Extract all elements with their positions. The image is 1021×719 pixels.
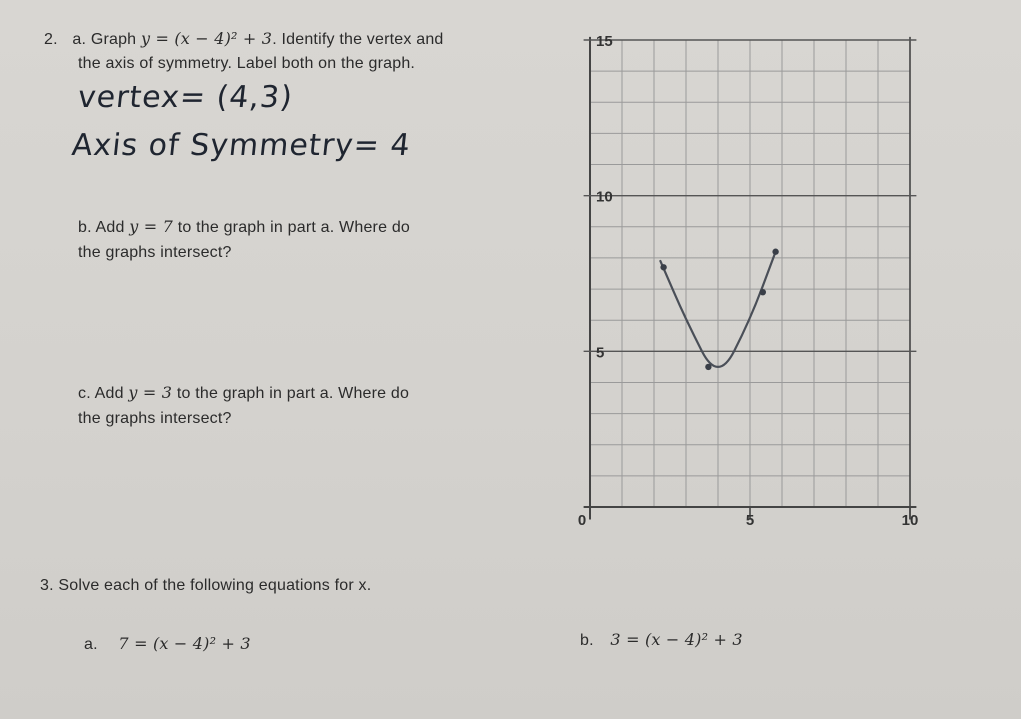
problem-3a bbox=[84, 634, 251, 654]
problem-2-line-1 bbox=[44, 29, 444, 49]
part-c-label: c. bbox=[78, 385, 91, 402]
part-a-equation: y = (x − 4)² + 3 bbox=[140, 29, 273, 48]
part-c-text-pre: Add bbox=[94, 385, 124, 402]
problem-2-number: 2. bbox=[44, 31, 58, 48]
part-c-equation: y = 3 bbox=[128, 383, 173, 402]
part-c-text-post: to the graph in part a. Where do bbox=[176, 385, 410, 402]
quadratic-graph bbox=[560, 10, 930, 540]
x-tick-label: 0 bbox=[577, 512, 587, 529]
x-tick-label: 5 bbox=[745, 512, 755, 529]
graph-grid bbox=[590, 40, 910, 507]
part-b-line-1 bbox=[78, 217, 410, 237]
x-tick-label: 10 bbox=[901, 512, 919, 529]
problem-3b-label: b. bbox=[580, 632, 594, 649]
handwritten-vertex: vertex= (4,3) bbox=[76, 80, 295, 115]
plotted-point bbox=[772, 249, 778, 255]
problem-3b bbox=[580, 630, 743, 650]
problem-3b-equation: 3 = (x − 4)² + 3 bbox=[610, 630, 743, 649]
part-a-label: a. bbox=[72, 31, 87, 48]
problem-3a-equation: 7 = (x − 4)² + 3 bbox=[118, 634, 251, 653]
problem-3-heading: 3. Solve each of the following equations for x. bbox=[40, 577, 372, 594]
part-a-line-2: the axis of symmetry. Label both on the graph. bbox=[78, 55, 416, 72]
y-tick-label: 5 bbox=[596, 344, 605, 362]
part-c-line-1 bbox=[78, 383, 409, 403]
part-b-equation: y = 7 bbox=[129, 217, 174, 236]
part-b-text-pre: Add bbox=[95, 219, 125, 236]
plotted-point bbox=[705, 364, 711, 370]
part-b-text-post: to the graph in part a. Where do bbox=[177, 219, 411, 236]
plotted-point bbox=[760, 289, 766, 295]
part-b-label: b. bbox=[78, 219, 92, 236]
handwritten-axis: Axis of Symmetry= 4 bbox=[70, 128, 413, 163]
part-b-line-2: the graphs intersect? bbox=[78, 244, 232, 261]
graph-tick-labels bbox=[578, 33, 919, 529]
part-c-line-2: the graphs intersect? bbox=[78, 410, 232, 427]
part-a-text-post: . Identify the vertex and bbox=[272, 31, 444, 48]
part-a-text-pre: Graph bbox=[90, 31, 137, 48]
y-tick-label: 15 bbox=[596, 33, 613, 50]
plotted-point bbox=[660, 264, 666, 270]
problem-3a-label: a. bbox=[84, 636, 98, 653]
y-tick-label: 10 bbox=[596, 188, 613, 206]
